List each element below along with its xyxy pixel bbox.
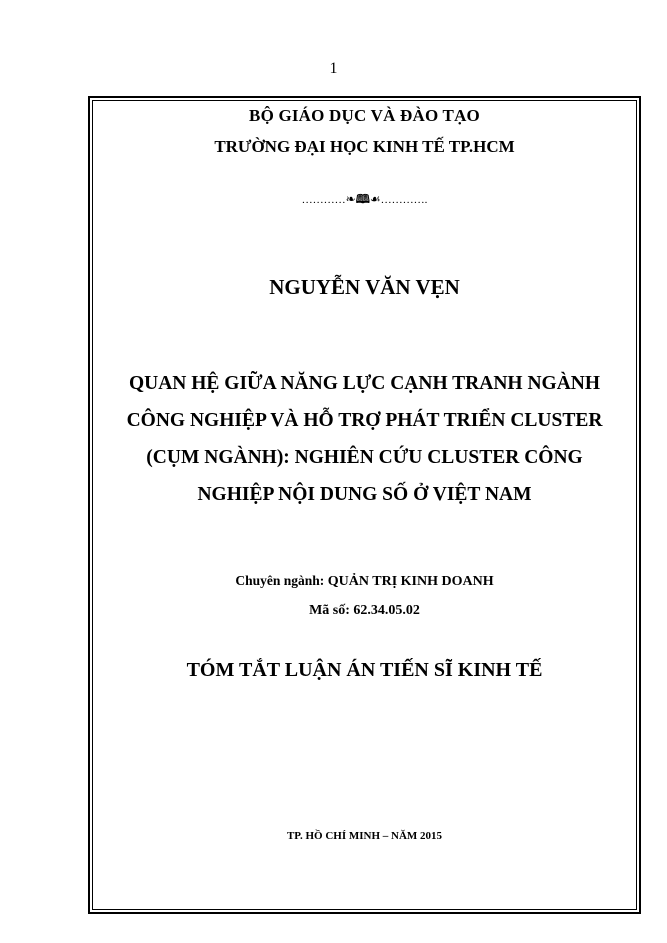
- place-and-year: TP. HỒ CHÍ MINH – NĂM 2015: [286, 830, 443, 842]
- author-name: NGUYỄN VĂN VẸN: [269, 275, 460, 299]
- major-row: [92, 573, 637, 590]
- thesis-title-line: QUAN HỆ GIỮA NĂNG LỰC CẠNH TRANH NGÀNH: [128, 373, 601, 394]
- page-number: 1: [329, 60, 338, 77]
- ornament-left-dots: …………: [301, 194, 346, 206]
- code-label: Mã số:: [309, 603, 350, 618]
- thesis-title-line: CÔNG NGHIỆP VÀ HỖ TRỢ PHÁT TRIỂN CLUSTER: [126, 410, 603, 431]
- summary-heading: TÓM TẮT LUẬN ÁN TIẾN SĨ KINH TẾ: [186, 659, 543, 681]
- thesis-title: [92, 365, 637, 513]
- code-value: 62.34.05.02: [353, 603, 420, 618]
- ministry-heading: BỘ GIÁO DỤC VÀ ĐÀO TẠO: [249, 106, 480, 125]
- code-row: [92, 603, 637, 619]
- thesis-title-line: (CỤM NGÀNH): NGHIÊN CỨU CLUSTER CÔNG: [146, 447, 583, 468]
- book-ornament-icon: ❧🕮☙: [345, 192, 381, 206]
- ornament-right-dots: ………….: [380, 194, 428, 206]
- major-label: Chuyên ngành:: [235, 573, 325, 588]
- university-heading: TRƯỜNG ĐẠI HỌC KINH TẾ TP.HCM: [214, 137, 515, 156]
- major-value: QUẢN TRỊ KINH DOANH: [327, 574, 494, 589]
- ornament-divider: [92, 190, 637, 211]
- thesis-title-line: NGHIỆP NỘI DUNG SỐ Ở VIỆT NAM: [197, 484, 532, 505]
